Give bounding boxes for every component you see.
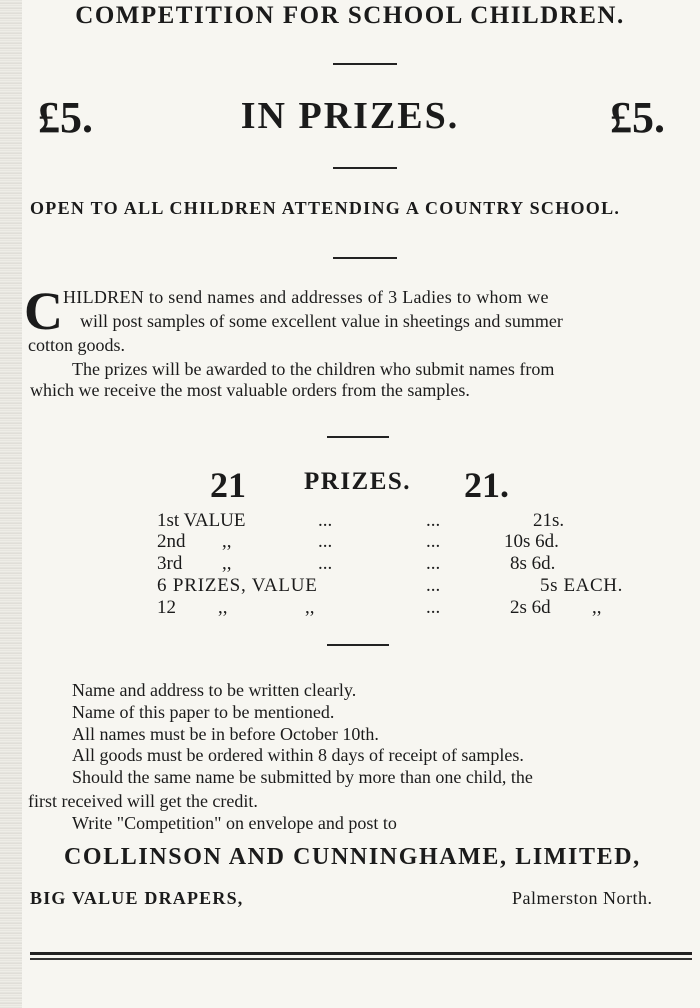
intro-line-1: HILDREN to send names and addresses of 3 Ladies to whom we xyxy=(63,287,549,307)
ditto-mark: ,, xyxy=(222,531,232,552)
leader-dots: ... xyxy=(426,531,441,552)
prize-label: 3rd xyxy=(157,553,183,574)
rule-4: All goods must be ordered within 8 days of receipt of samples. xyxy=(72,745,524,765)
bottom-border xyxy=(30,952,692,955)
intro-line-4: The prizes will be awarded to the children who submit names from xyxy=(72,359,555,379)
rule-5: Should the same name be submitted by more than one child, the xyxy=(72,767,533,787)
ditto-mark: ,, xyxy=(222,553,232,574)
intro-line-3: cotton goods. xyxy=(28,335,125,355)
intro-line-2: will post samples of some excellent value in sheetings and summer xyxy=(80,311,563,331)
divider xyxy=(327,644,389,646)
prize-amount-right: £5. xyxy=(610,93,665,142)
ditto-mark: ,, xyxy=(305,597,315,618)
leader-dots: ... xyxy=(426,597,441,618)
eligibility-line: OPEN TO ALL CHILDREN ATTENDING A COUNTRY SCHOOL. xyxy=(30,198,621,218)
rule-2: Name of this paper to be mentioned. xyxy=(72,702,335,722)
prize-label: 6 PRIZES, VALUE xyxy=(157,575,318,596)
page-title: COMPETITION FOR SCHOOL CHILDREN. xyxy=(75,2,625,29)
company-location: Palmerston North. xyxy=(512,888,653,908)
rule-1: Name and address to be written clearly. xyxy=(72,680,357,700)
ditto-mark: ,, xyxy=(218,597,228,618)
prize-amount: 10s 6d. xyxy=(504,531,559,552)
prize-count-left: 21 xyxy=(210,465,246,505)
ditto-mark: ,, xyxy=(592,597,602,618)
rule-6: Write "Competition" on envelope and post to xyxy=(72,813,397,833)
rule-5-continued: first received will get the credit. xyxy=(28,791,258,811)
prize-label: 2nd xyxy=(157,531,186,552)
leader-dots: ... xyxy=(318,553,333,574)
company-tagline: BIG VALUE DRAPERS, xyxy=(30,888,244,908)
prize-amount: 5s EACH. xyxy=(540,575,623,596)
rule-3: All names must be in before October 10th. xyxy=(72,724,379,744)
leader-dots: ... xyxy=(426,553,441,574)
leader-dots: ... xyxy=(318,510,333,531)
prize-amount-left: £5. xyxy=(38,93,93,142)
divider xyxy=(333,167,397,169)
leader-dots: ... xyxy=(426,510,441,531)
in-prizes-heading: IN PRIZES. xyxy=(240,95,460,137)
intro-line-5: which we receive the most valuable orders from the samples. xyxy=(30,380,470,400)
bottom-border xyxy=(30,958,692,960)
divider xyxy=(333,257,397,259)
drop-cap: C xyxy=(24,281,63,341)
divider xyxy=(333,63,397,65)
prizes-heading: PRIZES. xyxy=(304,468,412,495)
prize-amount: 2s 6d xyxy=(510,597,551,618)
leader-dots: ... xyxy=(426,575,441,596)
prize-count-right: 21. xyxy=(464,465,509,505)
prize-label: 12 xyxy=(157,597,176,618)
divider xyxy=(327,436,389,438)
prize-amount: 21s. xyxy=(533,510,565,531)
prize-amount: 8s 6d. xyxy=(510,553,556,574)
paper-edge xyxy=(0,0,22,1008)
leader-dots: ... xyxy=(318,531,333,552)
company-name: COLLINSON AND CUNNINGHAME, LIMITED, xyxy=(64,844,641,870)
prize-label: 1st VALUE xyxy=(157,510,246,531)
